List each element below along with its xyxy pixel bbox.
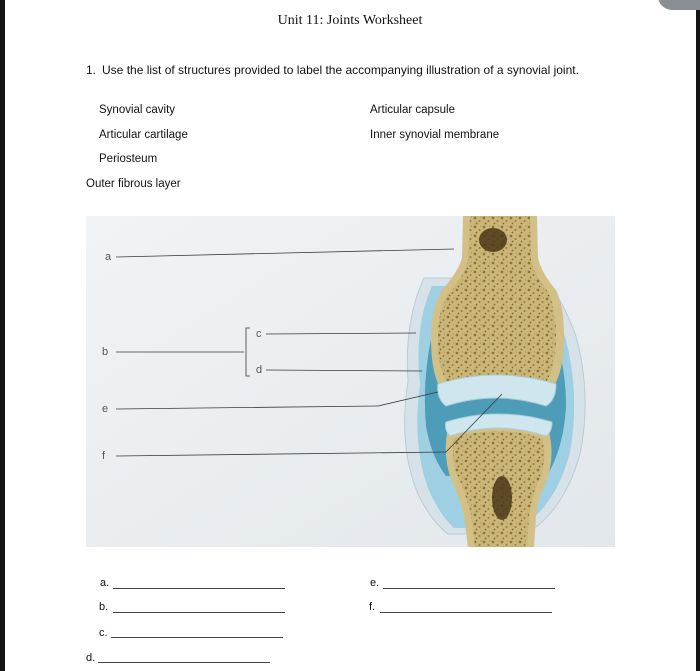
answer-blank-e[interactable] <box>383 588 555 589</box>
term-outer-fibrous-layer: Outer fibrous layer <box>86 178 181 190</box>
worksheet-title: Unit 11: Joints Worksheet <box>277 13 423 28</box>
term-inner-synovial-membrane: Inner synovial membrane <box>370 129 500 141</box>
synovial-joint-illustration <box>86 216 615 547</box>
label-f: f <box>102 450 106 462</box>
term-articular-capsule: Articular capsule <box>370 104 456 116</box>
label-a: a <box>105 251 112 263</box>
answer-label-a: a. <box>100 577 110 589</box>
label-b: b <box>102 346 109 358</box>
answer-label-e: e. <box>370 577 380 589</box>
question-number: 1. <box>86 63 97 77</box>
window-corner <box>658 0 700 10</box>
term-periosteum: Periosteum <box>99 153 158 165</box>
question-text: Use the list of structures provided to label the accompanying illustration of a synovial joint. <box>102 63 579 77</box>
lower-marrow <box>492 476 512 520</box>
term-synovial-cavity: Synovial cavity <box>99 104 176 116</box>
answer-label-f: f. <box>369 601 376 613</box>
question-1 <box>86 63 579 77</box>
screen-edge-left <box>0 0 5 671</box>
upper-marrow <box>479 228 507 252</box>
answer-label-d: d. <box>86 652 96 664</box>
label-c: c <box>256 328 262 340</box>
answer-blank-a[interactable] <box>113 588 285 589</box>
answer-label-b: b. <box>99 601 109 613</box>
joint-diagram <box>86 216 615 547</box>
label-d: d <box>256 364 263 376</box>
answer-blank-b[interactable] <box>113 612 285 613</box>
answer-label-c: c. <box>99 627 108 639</box>
answer-blank-c[interactable] <box>111 637 283 638</box>
answer-blank-d[interactable] <box>98 662 270 663</box>
answer-blank-f[interactable] <box>380 612 552 613</box>
screen-edge-right <box>696 0 700 671</box>
label-e: e <box>102 403 109 415</box>
term-articular-cartilage: Articular cartilage <box>99 129 188 141</box>
